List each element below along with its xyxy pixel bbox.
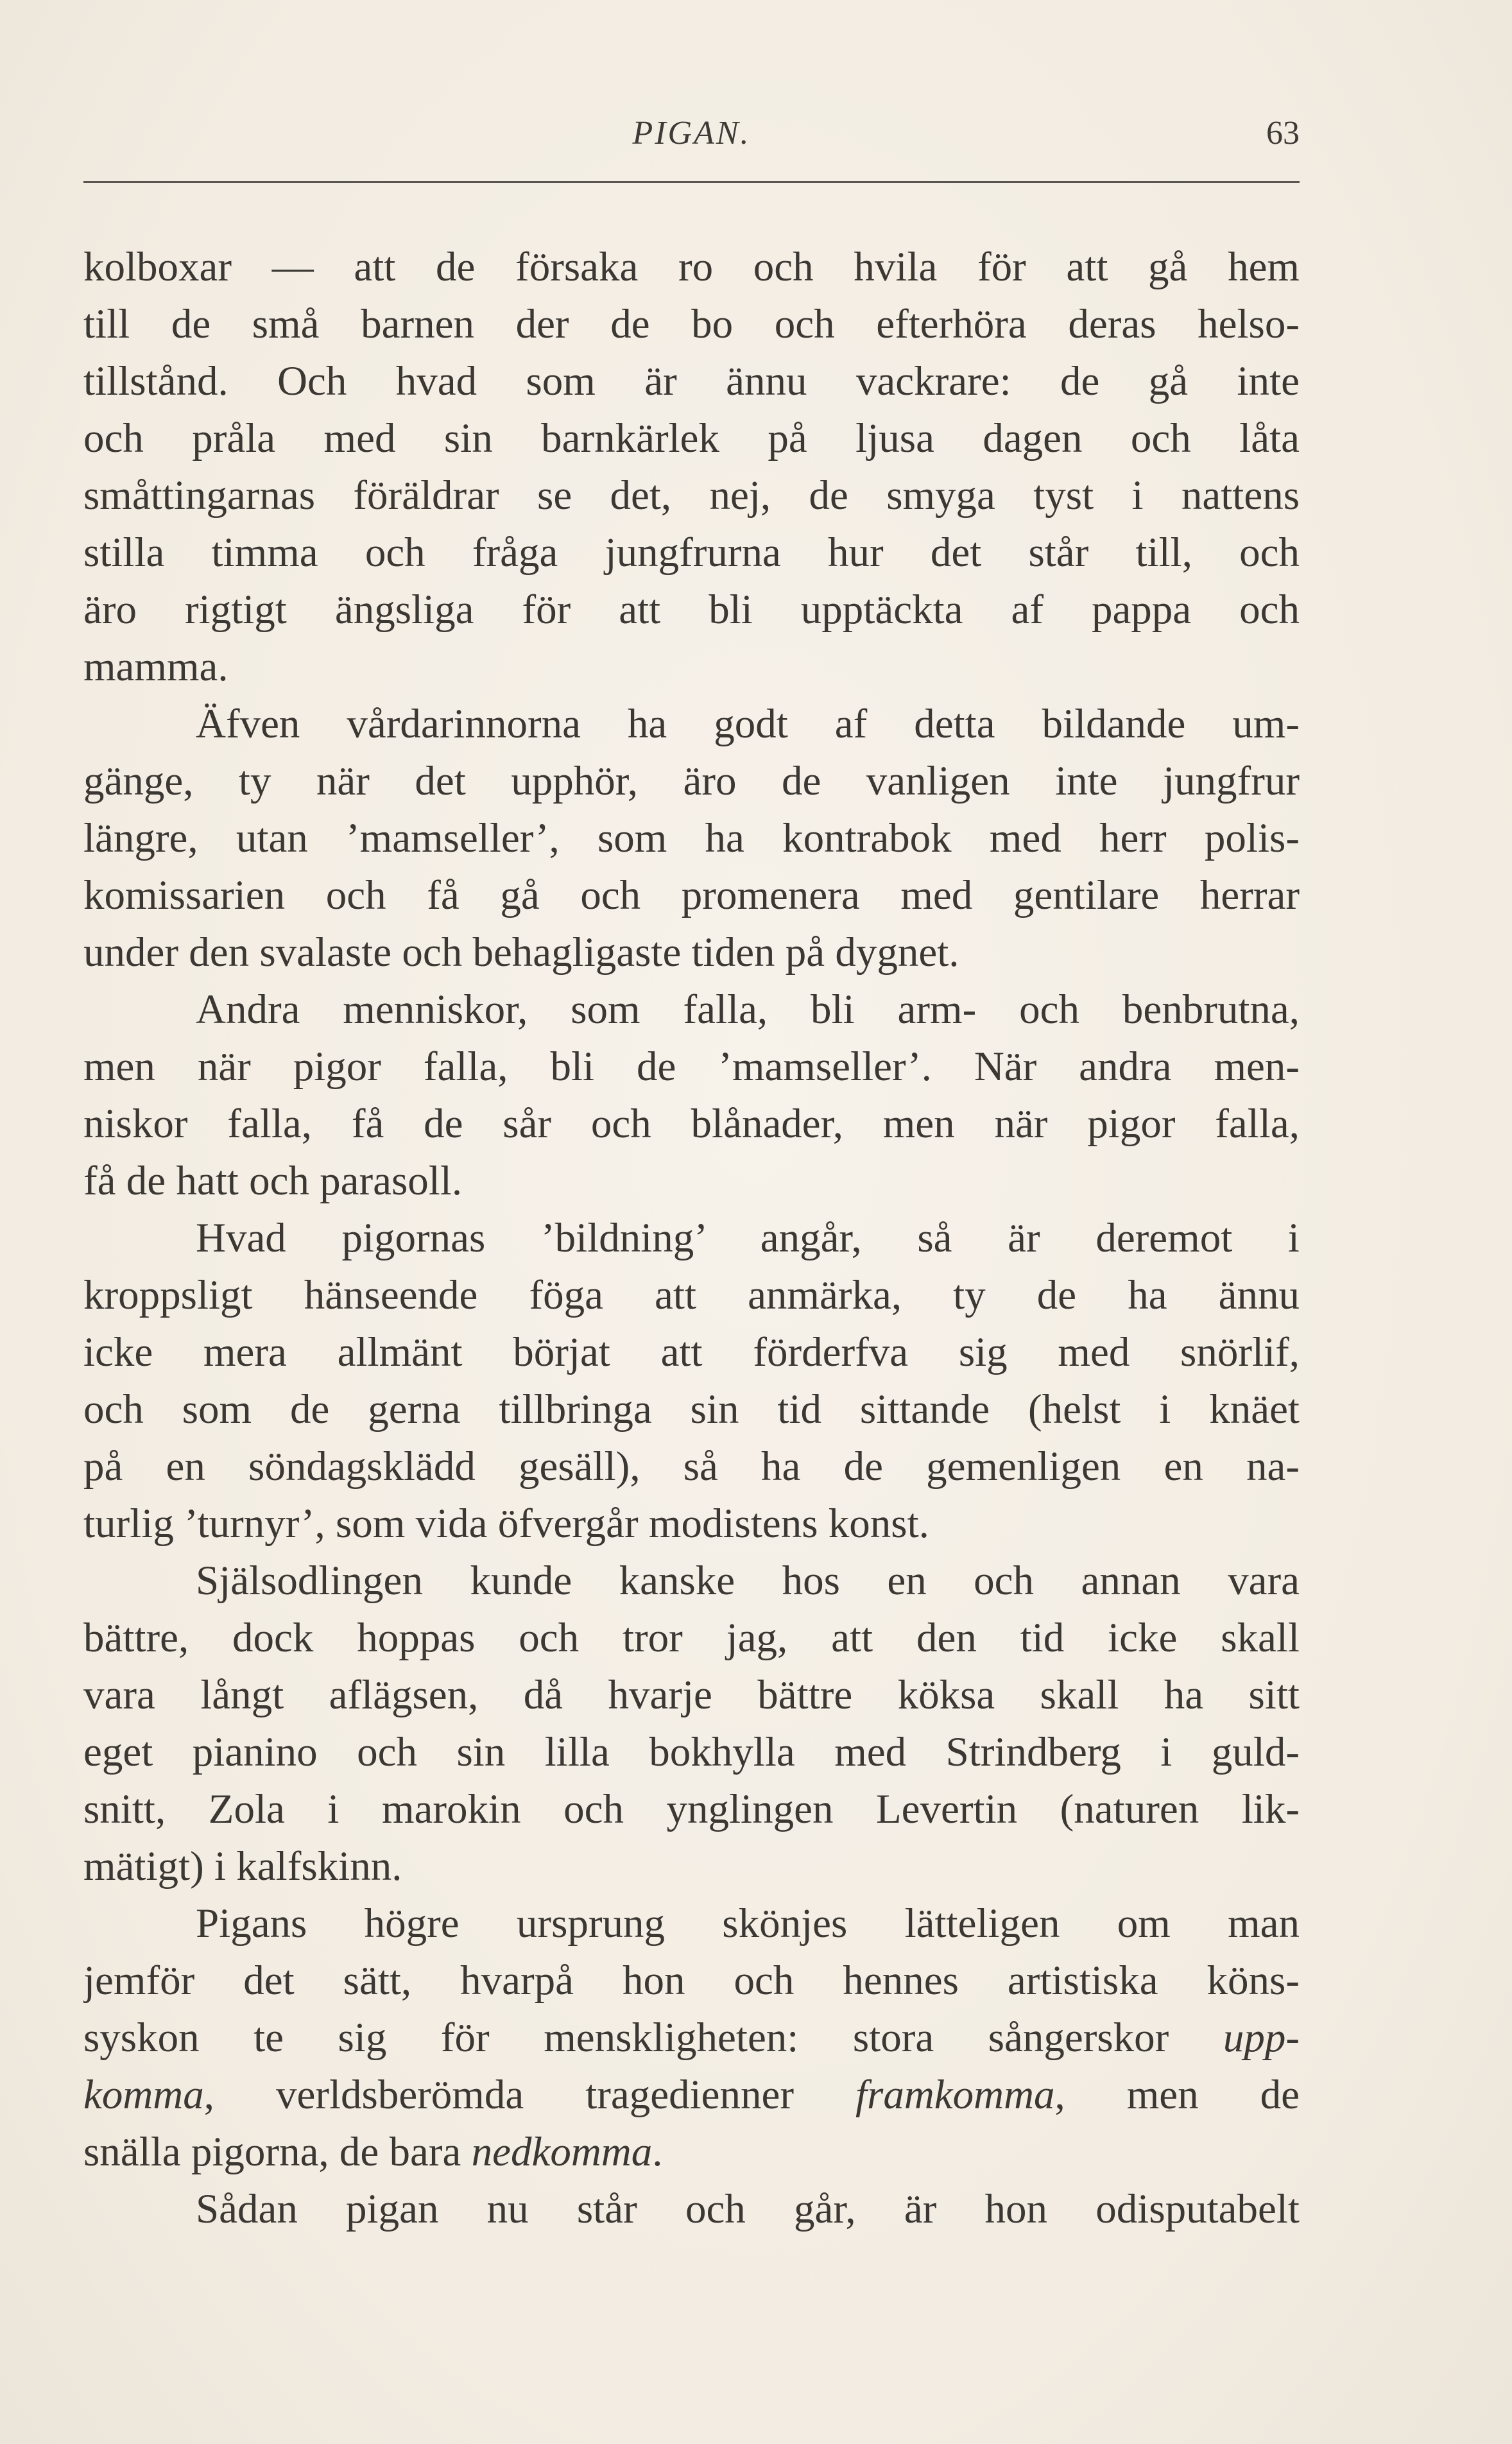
- text-line: småttingarnas föräldrar se det, nej, de smyga tyst i nattens: [83, 472, 1300, 519]
- text-segment: , men de: [1054, 2072, 1300, 2118]
- text-line: [83, 2067, 1300, 2124]
- text-line: längre, utan ’mamseller’, som ha kontrabok med herr polis-: [83, 815, 1300, 861]
- text-line: och pråla med sin barnkärlek på ljusa dagen och låta: [83, 415, 1300, 461]
- text-line: bättre, dock hoppas och tror jag, att den tid icke skall: [83, 1615, 1300, 1661]
- text-segment: syskon te sig för menskligheten: stora sångerskor: [83, 2015, 1223, 2061]
- text-segment: .: [652, 2129, 663, 2175]
- text-line: äro rigtigt ängsliga för att bli upptäckta af pappa och: [83, 587, 1300, 633]
- text-line: få de hatt och parasoll.: [83, 1158, 463, 1204]
- text-segment: snälla pigorna, de bara: [83, 2129, 472, 2175]
- text-line: [83, 2009, 1300, 2067]
- text-line: kroppsligt hänseende föga att anmärka, ty de ha ännu: [83, 1272, 1300, 1318]
- text-line: icke mera allmänt börjat att förderfva sig med snörlif,: [83, 1329, 1300, 1375]
- text-line: Sådan pigan nu står och går, är hon odisputabelt: [196, 2186, 1300, 2232]
- text-line: till de små barnen der de bo och efterhöra deras helso-: [83, 301, 1300, 347]
- text-line: Andra menniskor, som falla, bli arm- och benbrutna,: [196, 986, 1300, 1033]
- body-text: [83, 239, 1300, 2238]
- text-line: Själsodlingen kunde kanske hos en och annan vara: [196, 1558, 1300, 1604]
- text-line: eget pianino och sin lilla bokhylla med Strindberg i guld-: [83, 1729, 1300, 1775]
- italic-word: upp-: [1223, 2015, 1300, 2061]
- text-line: Äfven vårdarinnorna ha godt af detta bildande um-: [196, 701, 1300, 747]
- text-line: kolboxar — att de försaka ro och hvila för att gå hem: [83, 244, 1300, 290]
- italic-word: framkomma: [855, 2072, 1055, 2118]
- text-line: komissarien och få gå och promenera med gentilare herrar: [83, 872, 1300, 918]
- page-number: 63: [1266, 115, 1300, 151]
- text-line: mamma.: [83, 644, 228, 690]
- text-line: och som de gerna tillbringa sin tid sittande (helst i knäet: [83, 1386, 1300, 1433]
- text-line: niskor falla, få de sår och blånader, men när pigor falla,: [83, 1101, 1300, 1147]
- text-line: Hvad pigornas ’bildning’ angår, så är deremot i: [196, 1215, 1300, 1261]
- header-rule: [83, 181, 1300, 183]
- text-line: turlig ’turnyr’, som vida öfvergår modistens konst.: [83, 1501, 929, 1547]
- page-header: [83, 109, 1300, 160]
- text-line: jemför det sätt, hvarpå hon och hennes artistiska köns-: [83, 1958, 1300, 2004]
- text-line: tillstånd. Och hvad som är ännu vackrare: de gå inte: [83, 358, 1300, 404]
- text-line: mätigt) i kalfskinn.: [83, 1843, 402, 1889]
- text-line: men när pigor falla, bli de ’mamseller’. När andra men-: [83, 1044, 1300, 1090]
- text-line: på en söndagsklädd gesäll), så ha de gemenligen en na-: [83, 1443, 1300, 1490]
- text-line: [83, 2124, 1300, 2181]
- italic-word: komma: [83, 2072, 204, 2118]
- running-title: PIGAN.: [632, 115, 751, 151]
- text-line: vara långt aflägsen, då hvarje bättre köksa skall ha sitt: [83, 1672, 1300, 1718]
- text-line: under den svalaste och behagligaste tiden på dygnet.: [83, 929, 959, 976]
- text-segment: , verldsberömda tragedienner: [203, 2072, 855, 2118]
- text-line: snitt, Zola i marokin och ynglingen Levertin (naturen lik-: [83, 1786, 1300, 1832]
- italic-word: nedkomma: [471, 2129, 653, 2175]
- text-line: stilla timma och fråga jungfrurna hur det står till, och: [83, 529, 1300, 576]
- text-line: Pigans högre ursprung skönjes lätteligen om man: [196, 1900, 1300, 1947]
- text-line: gänge, ty när det upphör, äro de vanligen inte jungfrur: [83, 758, 1300, 804]
